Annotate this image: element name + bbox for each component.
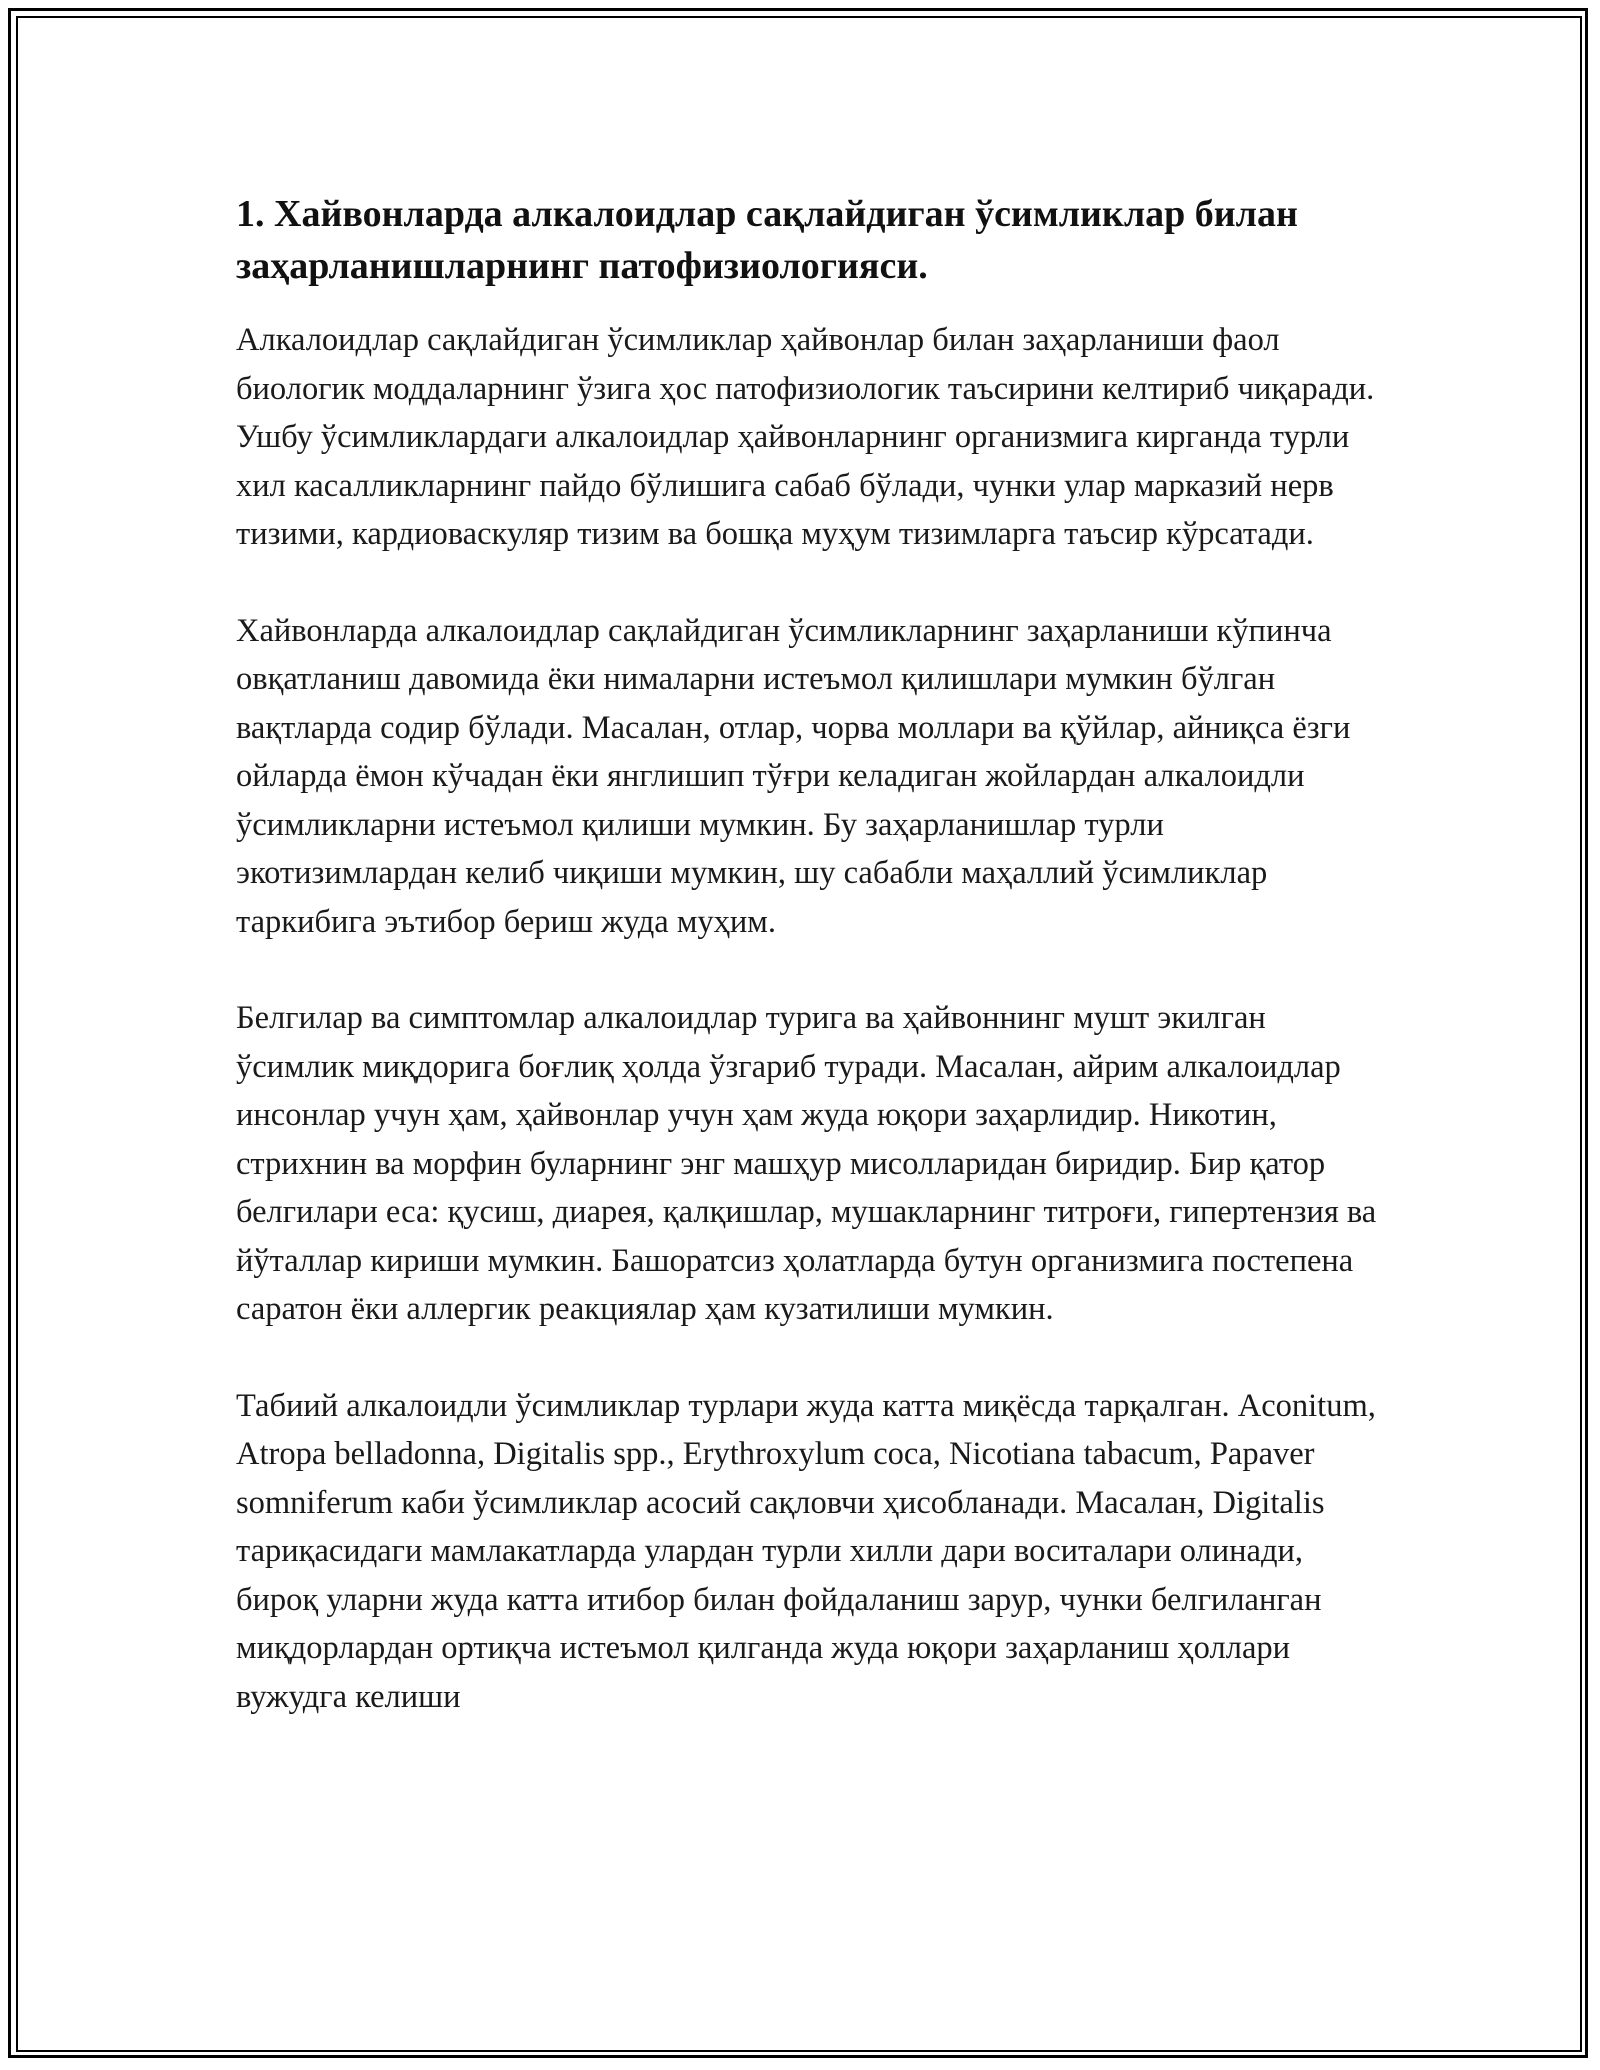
- paragraph-2: Хайвонларда алкалоидлар сақлайдиган ўсимликларнинг заҳарланиши кўпинча овқатланиш давомида ёки нималарни истеъмол қилишлари мумкин бўлган вақтларда содир бўлади. Масалан, отлар, чорва моллари ва қўйлар, айниқса ёзги ойларда ёмон кўчадан ёки янглишип тўғри келадиган жойлардан алкалоидли ўсимликларни истеъмол қилиши мумкин. Бу заҳарланишлар турли экотизимлардан келиб чиқиши мумкин, шу сабабли маҳаллий ўсимликлар таркибига эътибор бериш жуда муҳим.: [236, 612, 1351, 940]
- paragraph-3: Белгилар ва симптомлар алкалоидлар турига ва ҳайвоннинг мушт экилган ўсимлик миқдорига боғлиқ ҳолда ўзгариб туради. Масалан, айрим алкалоидлар инсонлар учун ҳам, ҳайвонлар учун ҳам жуда юқори заҳарлидир. Никотин, стрихнин ва морфин буларнинг энг машҳур мисолларидан биридир. Бир қатор белгилари еса: қусиш, диарея, қалқишлар, мушакларнинг титроғи, гипертензия ва йўталлар кириши мумкин. Башоратсиз ҳолатларда бутун организмига постепена саратон ёки аллергик реакциялар ҳам кузатилиши мумкин.: [236, 1000, 1377, 1327]
- document-page: [236, 188, 1386, 1769]
- document-title: 1. Хайвонларда алкалоидлар сақлайдиган ўсимликлар билан заҳарланишларнинг патофизиологияси.: [236, 193, 1298, 287]
- paragraph-4: Табиий алкалоидли ўсимликлар турлари жуда катта миқёсда тарқалган. Aconitum, Atropa belladonna, Digitalis spp., Erythroxylum coca, Nicotiana tabacum, Papaver somniferum каби ўсимликлар асосий сақловчи ҳисобланади. Масалан, Digitalis тариқасидаги мамлакатларда улардан турли хилли дари воситалари олинади, бироқ уларни жуда катта итибор билан фойдаланиш зарур, чунки белгиланган миқдорлардан ортиқча истеъмол қилганда жуда юқори заҳарланиш ҳоллари вужудга келиши: [236, 1387, 1376, 1715]
- paragraph-1: Алкалоидлар сақлайдиган ўсимликлар ҳайвонлар билан заҳарланиши фаол биологик моддаларнинг ўзига ҳос патофизиологик таъсирини келтириб чиқаради. Ушбу ўсимликлардаги алкалоидлар ҳайвонларнинг организмига кирганда турли хил касалликларнинг пайдо бўлишига сабаб бўлади, чунки улар марказий нерв тизими, кардиоваскуляр тизим ва бошқа муҳум тизимларга таъсир кўрсатади.: [236, 322, 1375, 552]
